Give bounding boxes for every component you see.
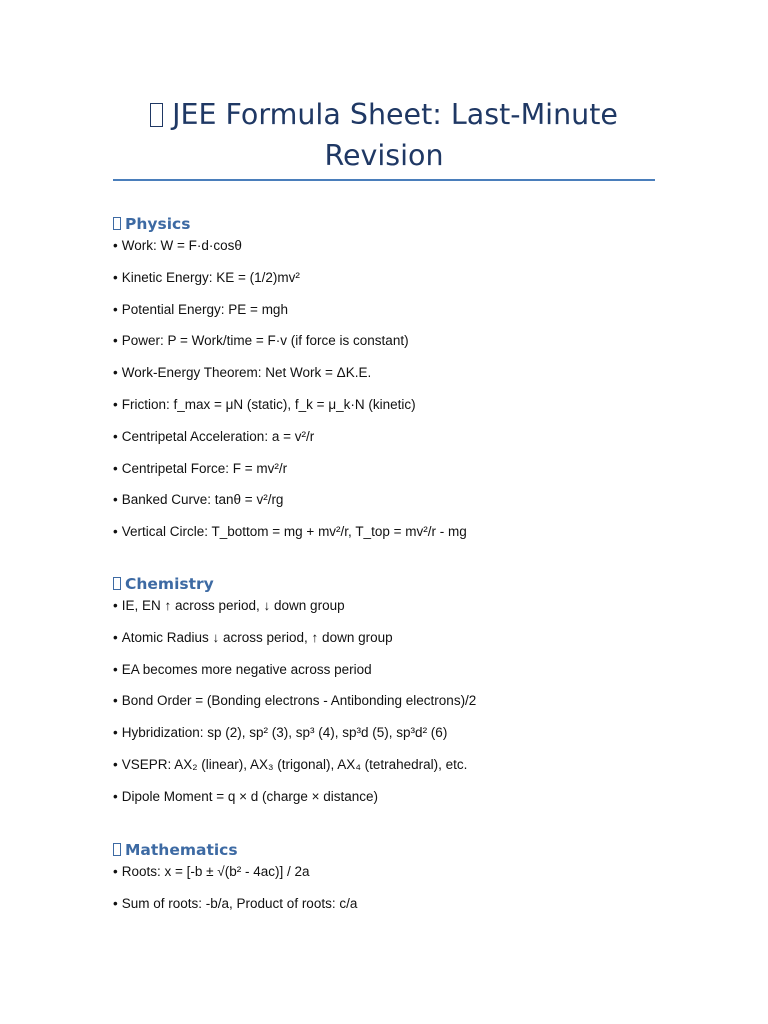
list-item (113, 628, 673, 660)
bullet: • (113, 629, 118, 645)
bullet: • (113, 661, 118, 677)
section-heading-mathematics (113, 838, 673, 862)
missing-glyph-icon (150, 103, 163, 127)
list-item (113, 596, 673, 628)
list-item-text: Dipole Moment = q × d (charge × distance) (121, 788, 378, 804)
physics-formula-list (113, 236, 673, 554)
bullet: • (113, 365, 118, 381)
bullet: • (113, 301, 118, 317)
list-item (113, 363, 673, 395)
list-item (113, 691, 673, 723)
list-item (113, 236, 673, 268)
bullet: • (113, 756, 118, 772)
list-item-text: IE, EN ↑ across period, ↓ down group (121, 598, 345, 613)
list-item-text: Power: P = Work/time = F·v (if force is constant) (121, 333, 409, 349)
section-heading-text: Chemistry (125, 575, 214, 593)
bullet: • (113, 333, 118, 349)
list-item (113, 395, 673, 427)
section-heading-physics (113, 212, 673, 236)
section-chemistry (113, 572, 673, 819)
list-item (113, 522, 673, 554)
list-item (113, 331, 673, 363)
title-underline (113, 179, 655, 181)
bullet: • (113, 693, 118, 709)
section-physics (113, 212, 673, 554)
list-item (113, 427, 673, 459)
list-item-text: EA becomes more negative across period (121, 661, 372, 677)
bullet: • (113, 524, 118, 540)
section-mathematics (113, 838, 673, 926)
list-item-text: Friction: f_max = μN (static), f_k = μ_k·N (kinetic) (121, 396, 416, 412)
missing-glyph-icon (113, 217, 121, 230)
list-item-text: Atomic Radius ↓ across period, ↑ down group (121, 629, 393, 645)
list-item-text: Hybridization: sp (2), sp² (3), sp³ (4), sp³d (5), sp³d² (6) (121, 725, 448, 741)
missing-glyph-icon (113, 843, 121, 856)
list-item-text: Kinetic Energy: KE = (1/2)mv² (121, 269, 300, 285)
list-item (113, 755, 673, 787)
list-item (113, 268, 673, 300)
list-item-text: Sum of roots: -b/a, Product of roots: c/a (121, 895, 358, 911)
list-item (113, 787, 673, 819)
list-item (113, 459, 673, 491)
list-item-text: Centripetal Acceleration: a = v²/r (121, 428, 315, 444)
bullet: • (113, 428, 118, 444)
list-item (113, 660, 673, 692)
list-item-text: Potential Energy: PE = mgh (121, 301, 288, 317)
list-item-text: Work: W = F·d·cosθ (121, 238, 242, 253)
bullet: • (113, 269, 118, 285)
chemistry-formula-list (113, 596, 673, 819)
section-heading-text: Mathematics (125, 841, 238, 859)
bullet: • (113, 460, 118, 476)
bullet: • (113, 725, 118, 741)
list-item-text: Banked Curve: tanθ = v²/rg (121, 492, 284, 508)
list-item (113, 894, 673, 926)
section-heading-text: Physics (125, 215, 191, 233)
list-item-text: Centripetal Force: F = mv²/r (121, 460, 288, 476)
list-item-text: Work-Energy Theorem: Net Work = ΔK.E. (121, 365, 372, 381)
list-item (113, 723, 673, 755)
list-item-text: Bond Order = (Bonding electrons - Antibonding electrons)/2 (121, 693, 477, 709)
list-item-text: Vertical Circle: T_bottom = mg + mv²/r, T_top = mv²/r - mg (121, 524, 467, 540)
bullet: • (113, 598, 118, 613)
missing-glyph-icon (113, 577, 121, 590)
list-item (113, 490, 673, 522)
bullet: • (113, 864, 118, 879)
section-heading-chemistry (113, 572, 673, 596)
page-title (113, 94, 655, 176)
list-item (113, 862, 673, 894)
bullet: • (113, 396, 118, 412)
bullet: • (113, 895, 118, 911)
list-item-text: VSEPR: AX₂ (linear), AX₃ (trigonal), AX₄ (tetrahedral), etc. (121, 756, 468, 772)
list-item (113, 300, 673, 332)
list-item-text: Roots: x = [-b ± √(b² - 4ac)] / 2a (121, 864, 310, 879)
bullet: • (113, 492, 118, 508)
bullet: • (113, 788, 118, 804)
page-title-text: JEE Formula Sheet: Last-Minute Revision (172, 98, 618, 172)
mathematics-formula-list (113, 862, 673, 926)
bullet: • (113, 238, 118, 253)
